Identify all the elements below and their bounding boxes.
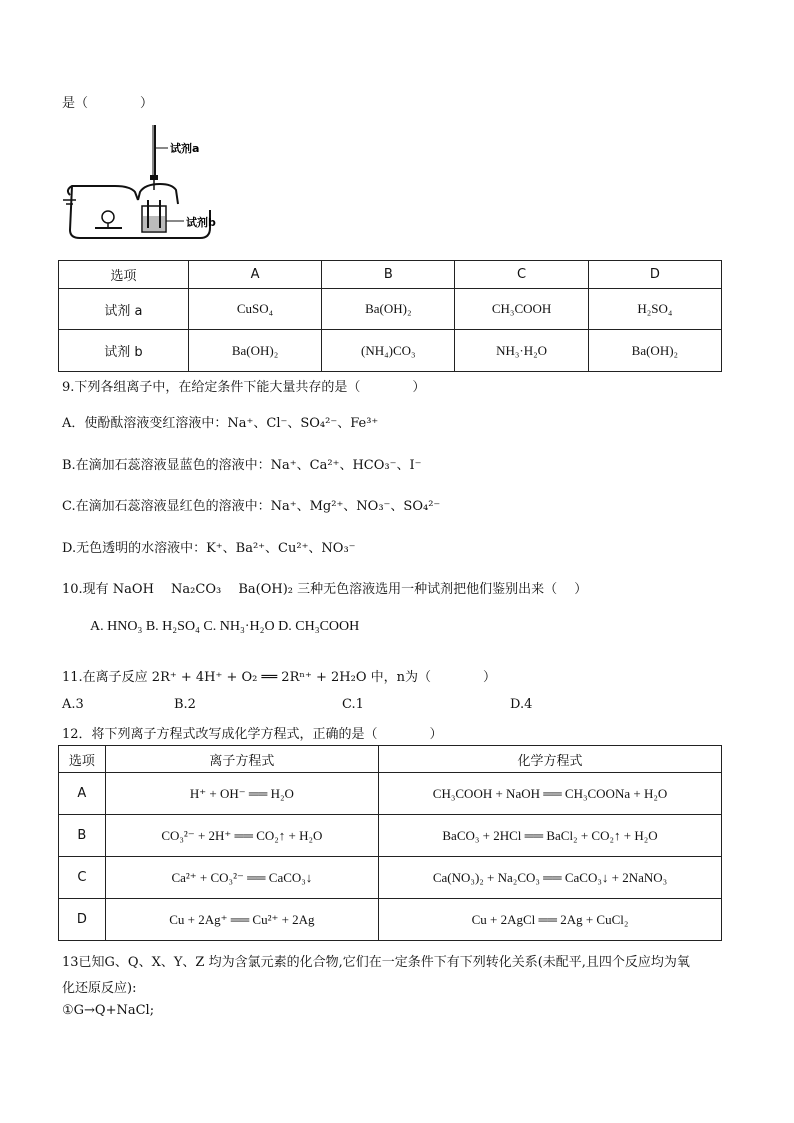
chem-equation-cell: Cu + 2AgCl ══ 2Ag + CuCl₂ bbox=[379, 899, 722, 941]
q9-option-b: B.在滴加石蕊溶液显蓝色的溶液中：Na⁺、Ca²⁺、HCO₃⁻、I⁻ bbox=[62, 458, 422, 473]
equation-table bbox=[58, 745, 722, 941]
q13-line-2: 化还原反应): bbox=[62, 981, 137, 996]
header-cell: D bbox=[588, 261, 721, 289]
table-cell: Ba(OH)₂ bbox=[588, 330, 721, 372]
q10-stem: 10.现有 NaOH Na₂CO₃ Ba(OH)₂ 三种无色溶液选用一种试剂把他们鉴别出来（ ） bbox=[62, 582, 588, 597]
conductivity-apparatus-diagram bbox=[60, 120, 260, 250]
header-cell: 离子方程式 bbox=[105, 746, 378, 773]
chem-equation-cell: BaCO₃ + 2HCl ══ BaCl₂ + CO₂↑ + H₂O bbox=[379, 815, 722, 857]
reagent-table bbox=[58, 260, 722, 372]
table-cell: CuSO₄ bbox=[188, 289, 321, 330]
q13-line-3: ①G→Q+NaCl; bbox=[62, 1003, 155, 1018]
table-cell: Ba(OH)₂ bbox=[188, 330, 321, 372]
header-cell: A bbox=[188, 261, 321, 289]
table-header-row bbox=[59, 746, 722, 773]
header-cell: 选项 bbox=[59, 746, 106, 773]
table-cell: H₂SO₄ bbox=[588, 289, 721, 330]
q9-option-c: C.在滴加石蕊溶液显红色的溶液中：Na⁺、Mg²⁺、NO₃⁻、SO₄²⁻ bbox=[62, 499, 441, 514]
q13-line-1: 13已知G、Q、X、Y、Z 均为含氯元素的化合物,它们在一定条件下有下列转化关系(未配平,且四个反应均为氧 bbox=[62, 955, 690, 970]
ion-equation-cell: Ca²⁺ + CO₃²⁻ ══ CaCO₃↓ bbox=[105, 857, 378, 899]
table-cell: NH₃·H₂O bbox=[455, 330, 588, 372]
table-row bbox=[59, 330, 722, 372]
option-cell: A bbox=[59, 773, 106, 815]
chem-equation-cell: CH₃COOH + NaOH ══ CH₃COONa + H₂O bbox=[379, 773, 722, 815]
q11-option-a: A.3 bbox=[62, 697, 84, 712]
table-row bbox=[59, 773, 722, 815]
label-reagent-a: 试剂a bbox=[170, 142, 200, 155]
q9-stem: 9.下列各组离子中，在给定条件下能大量共存的是（ ） bbox=[62, 380, 426, 395]
q11-option-c: C.1 bbox=[342, 697, 364, 712]
table-header-row bbox=[59, 261, 722, 289]
ion-equation-cell: Cu + 2Ag⁺ ══ Cu²⁺ + 2Ag bbox=[105, 899, 378, 941]
table-row bbox=[59, 857, 722, 899]
q11-stem: 11.在离子反应 2R⁺ + 4H⁺ + O₂ ══ 2Rⁿ⁺ + 2H₂O 中，n为（ ） bbox=[62, 670, 496, 685]
header-cell: 化学方程式 bbox=[379, 746, 722, 773]
chem-equation-cell: Ca(NO₃)₂ + Na₂CO₃ ══ CaCO₃↓ + 2NaNO₃ bbox=[379, 857, 722, 899]
ion-equation-cell: H⁺ + OH⁻ ══ H₂O bbox=[105, 773, 378, 815]
header-cell: C bbox=[455, 261, 588, 289]
table-row bbox=[59, 815, 722, 857]
q10-options: A. HNO₃ B. H₂SO₄ C. NH₃·H₂O D. CH₃COOH bbox=[90, 619, 360, 634]
row-label: 试剂 b bbox=[59, 330, 189, 372]
question-tail: 是（ ） bbox=[62, 96, 154, 111]
table-cell: (NH₄)CO₃ bbox=[322, 330, 455, 372]
q11-option-d: D.4 bbox=[510, 697, 533, 712]
option-cell: B bbox=[59, 815, 106, 857]
table-row bbox=[59, 899, 722, 941]
q9-option-d: D.无色透明的水溶液中：K⁺、Ba²⁺、Cu²⁺、NO₃⁻ bbox=[62, 541, 356, 556]
q9-option-a: A．使酚酞溶液变红溶液中：Na⁺、Cl⁻、SO₄²⁻、Fe³⁺ bbox=[62, 416, 379, 431]
label-reagent-b: 试剂b bbox=[186, 216, 216, 229]
table-cell: Ba(OH)₂ bbox=[322, 289, 455, 330]
q11-option-b: B.2 bbox=[174, 697, 196, 712]
header-cell: 选项 bbox=[59, 261, 189, 289]
row-label: 试剂 a bbox=[59, 289, 189, 330]
table-cell: CH₃COOH bbox=[455, 289, 588, 330]
option-cell: D bbox=[59, 899, 106, 941]
ion-equation-cell: CO₃²⁻ + 2H⁺ ══ CO₂↑ + H₂O bbox=[105, 815, 378, 857]
header-cell: B bbox=[322, 261, 455, 289]
bulb-icon bbox=[102, 211, 114, 223]
q12-stem: 12．将下列离子方程式改写成化学方程式，正确的是（ ） bbox=[62, 727, 443, 742]
option-cell: C bbox=[59, 857, 106, 899]
table-row bbox=[59, 289, 722, 330]
